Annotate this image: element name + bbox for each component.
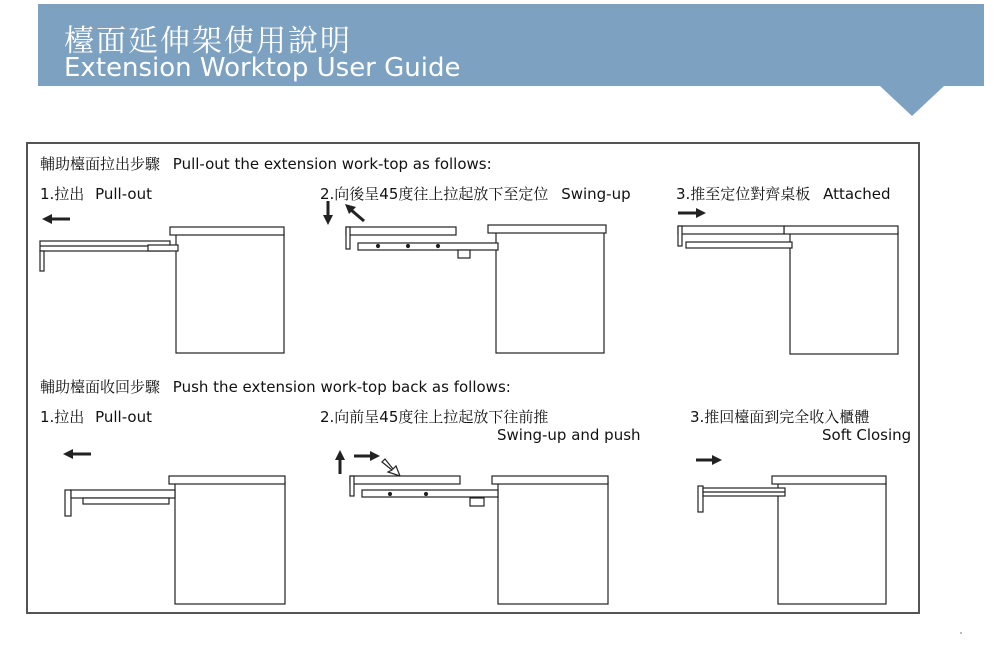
push-back-step-3-label-en: Soft Closing [822,426,912,444]
arrow-right-icon [678,208,706,218]
diagram-pull-out-step-2 [318,195,618,355]
step-label-en: Pull-out [95,185,152,203]
arrow-down-icon [323,201,333,225]
diagram-push-back-step-1 [55,440,295,610]
banner-notch-arrow [880,86,944,116]
pull-out-heading-en: Pull-out the extension work-top as follows: [172,155,492,173]
diagram-pull-out-step-1 [30,205,290,355]
pull-out-heading [40,153,492,174]
step-label-zh: 3.推至定位對齊桌板 [676,185,811,203]
arrow-right-icon [696,455,722,465]
title-english: Extension Worktop User Guide [64,53,461,83]
push-back-step-2-label-en: Swing-up and push [497,426,641,444]
push-back-heading [40,376,511,397]
diagram-pull-out-step-3 [672,200,912,360]
step-label-zh: 1.拉出 [40,185,85,203]
stray-dot [960,632,962,634]
arrow-right-icon [354,451,380,461]
arrow-up-icon [335,450,345,474]
header-banner [38,4,984,86]
step-label-en: Swing-up [561,185,631,203]
arrow-down-right-outline-icon [382,459,400,476]
arrow-left-icon [42,214,70,224]
step-label-zh: 1.拉出 [40,408,85,426]
diagram-push-back-step-3 [690,448,895,608]
step-label-en: Pull-out [95,408,152,426]
title-chinese: 檯面延伸架使用說明 [64,24,352,59]
arrow-left-icon [63,449,91,459]
pull-out-step-1-label [40,183,152,204]
step-label-zh: 2.向後呈45度往上拉起放下至定位 [320,185,549,203]
pull-out-heading-zh: 輔助檯面拉出步驟 [40,155,161,173]
diagram-push-back-step-2 [330,448,615,608]
push-back-step-2-label-zh: 2.向前呈45度往上拉起放下往前推 [320,408,549,426]
push-back-heading-en: Push the extension work-top back as follows: [172,378,511,396]
push-back-heading-zh: 輔助檯面收回步驟 [40,378,161,396]
push-back-step-1-label [40,406,152,427]
push-back-step-3-label-zh: 3.推回檯面到完全收入櫃體 [690,408,870,426]
arrow-up-left-icon [345,204,364,221]
step-label-en: Attached [823,185,891,203]
